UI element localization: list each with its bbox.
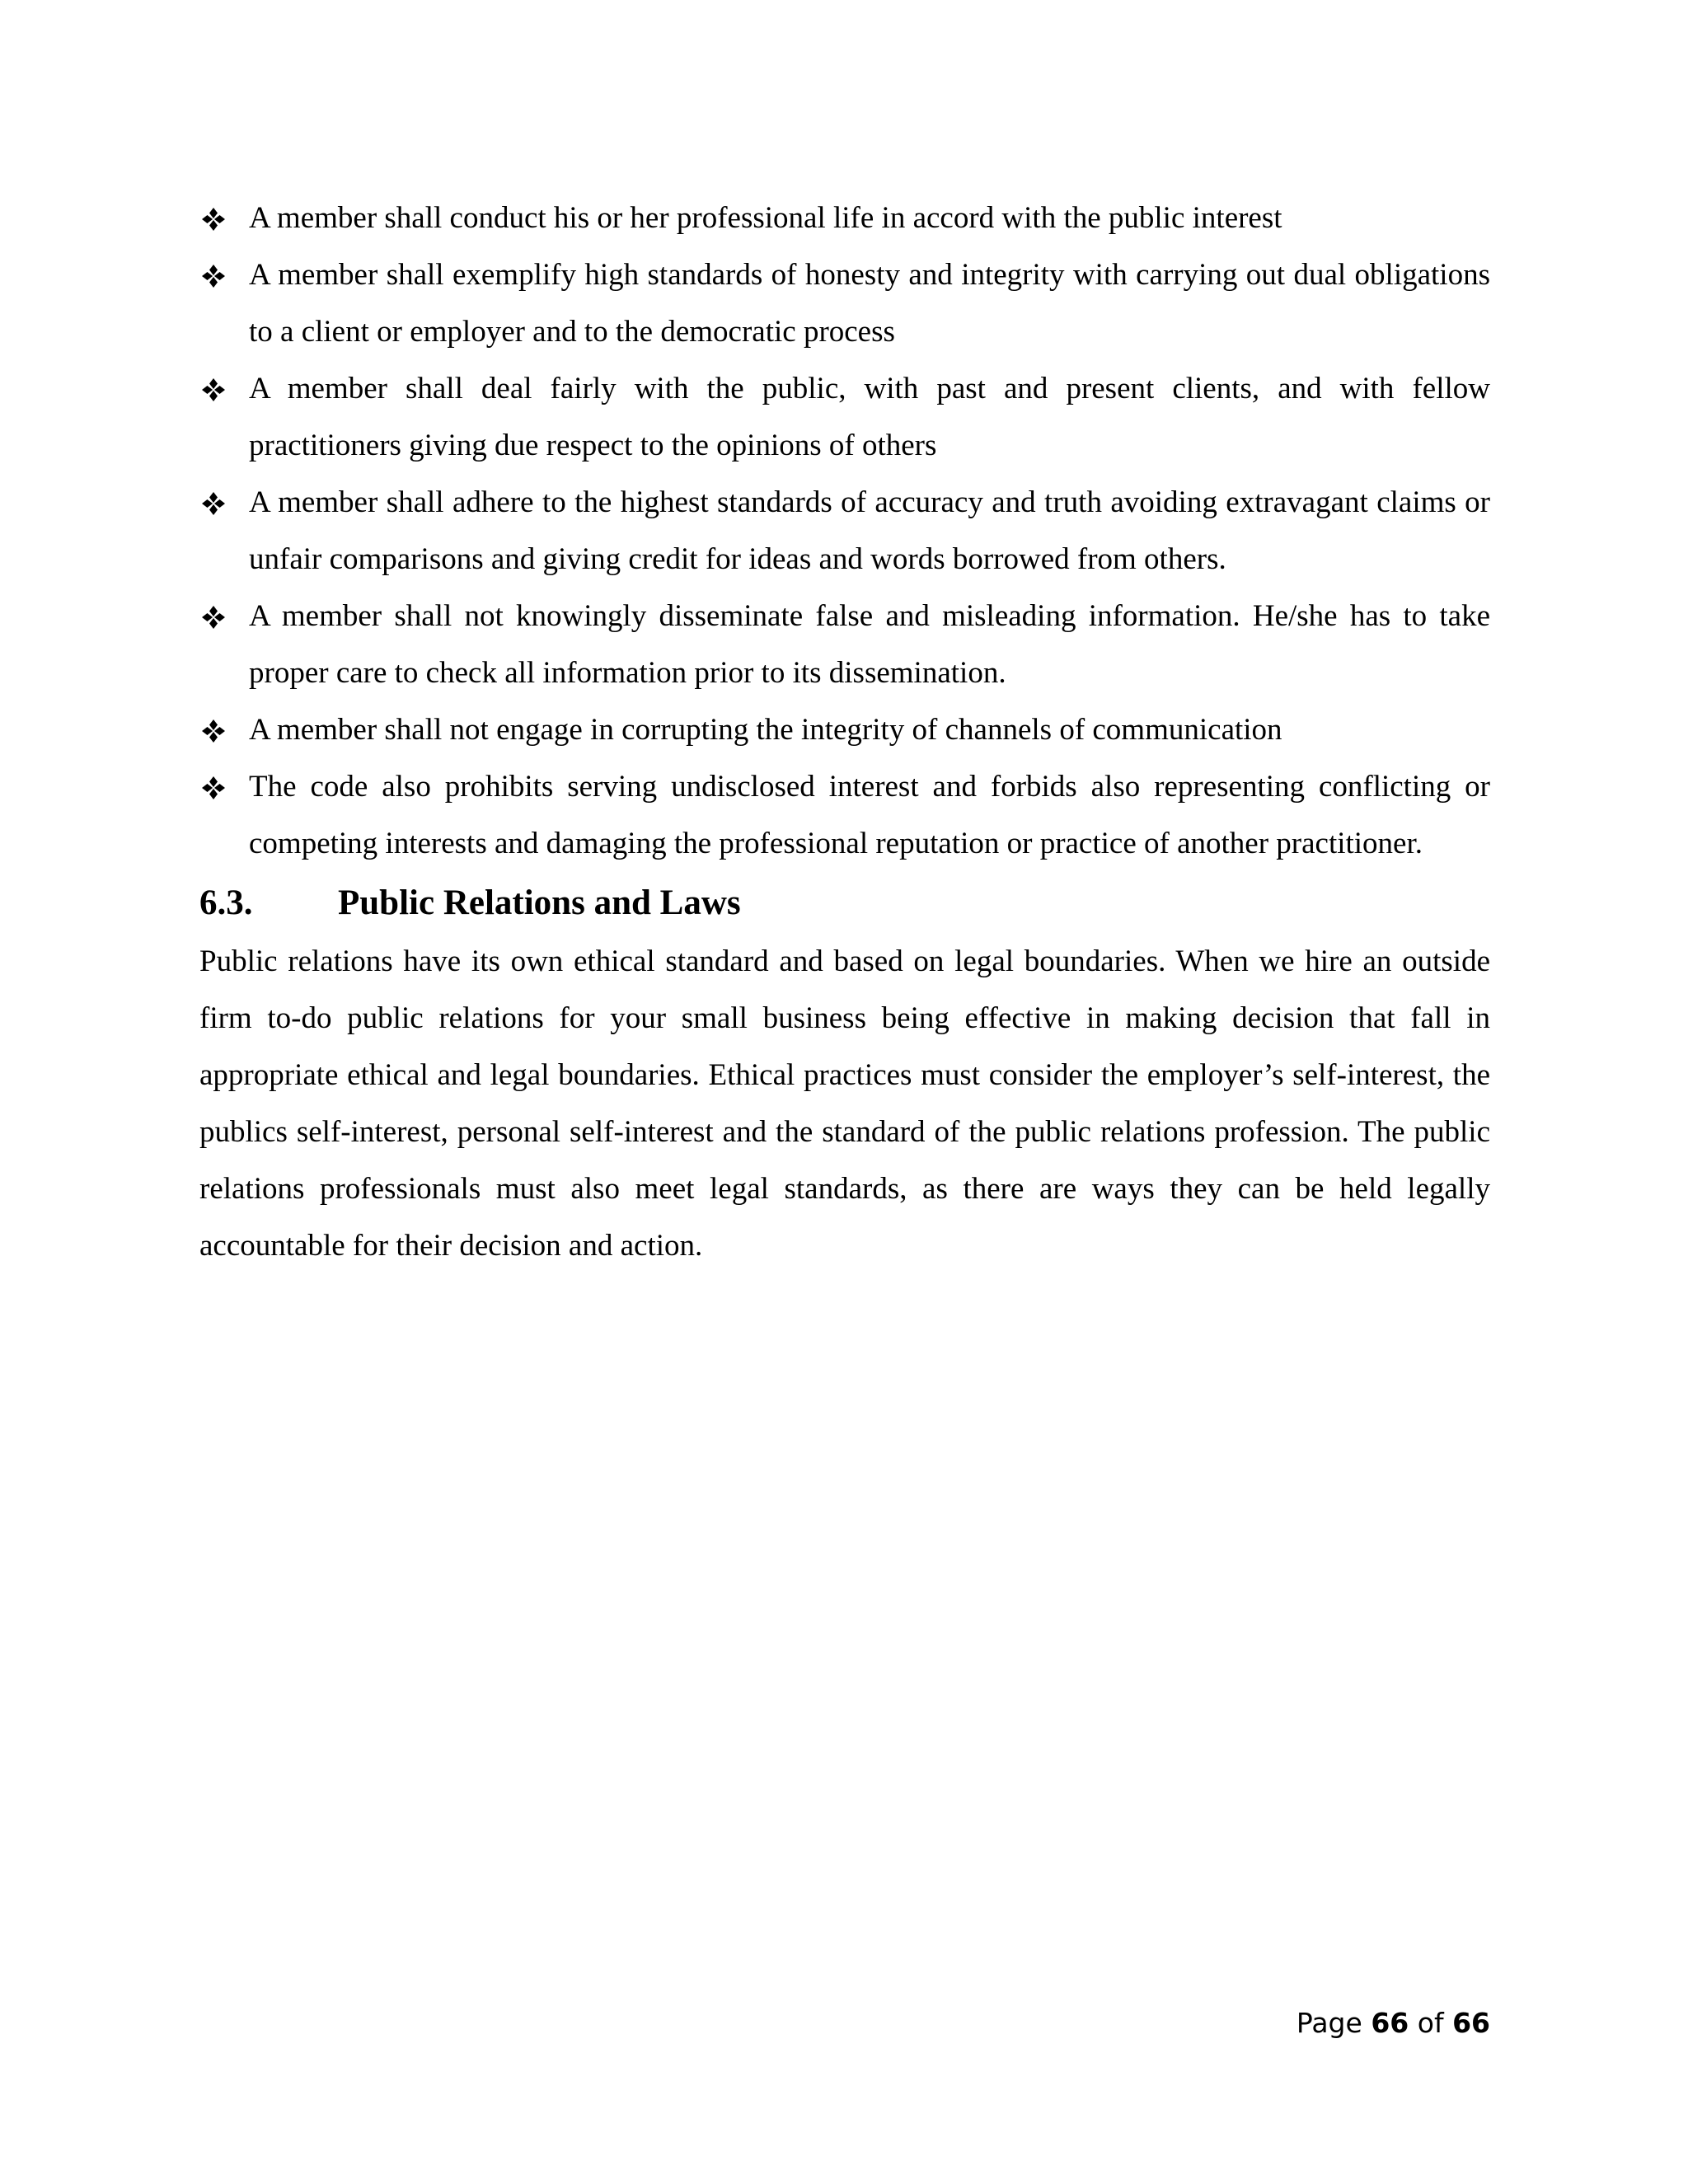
four-diamond-bullet-icon [201, 377, 226, 402]
footer-of-word: of [1417, 2007, 1444, 2039]
footer-page-word: Page [1296, 2007, 1362, 2039]
code-of-conduct-list [199, 190, 1490, 872]
list-item-text: The code also prohibits serving undisclosed interest and forbids also representing conflicting or competing interests and damaging the professional reputation or practice of another practitioner. [249, 770, 1490, 860]
list-item-text: A member shall not knowingly disseminate false and misleading information. He/she has to take proper care to check all information prior to its dissemination. [249, 599, 1490, 690]
list-item [199, 758, 1490, 872]
four-diamond-bullet-icon [201, 719, 226, 743]
body-paragraph: Public relations have its own ethical standard and based on legal boundaries. When we hire an outside firm to-do public relations for your small business being effective in making decision that fall in appropriate ethical and legal boundaries. Ethical practices must consider the employer’s self-interest, the publics self-interest, personal self-interest and the standard of the public relations profession. The public relations professionals must also meet legal standards, as there are ways they can be held legally accountable for their decision and action. [199, 944, 1490, 1263]
page-content [199, 190, 1490, 1274]
footer-current-page: 66 [1371, 2007, 1409, 2039]
list-item [199, 246, 1490, 360]
four-diamond-bullet-icon [201, 605, 226, 630]
section-title: Public Relations and Laws [338, 883, 741, 922]
list-item [199, 588, 1490, 701]
list-item [199, 474, 1490, 588]
list-item-text: A member shall not engage in corrupting the integrity of channels of communication [249, 713, 1282, 747]
four-diamond-bullet-icon [201, 264, 226, 288]
page-footer [1296, 2003, 1490, 2044]
four-diamond-bullet-icon [201, 207, 226, 232]
list-item [199, 360, 1490, 474]
list-item-text: A member shall exemplify high standards of honesty and integrity with carrying out dual obligations to a client or employer and to the democratic process [249, 258, 1490, 349]
list-item [199, 190, 1490, 246]
four-diamond-bullet-icon [201, 776, 226, 800]
section-number: 6.3. [199, 883, 253, 922]
list-item-text: A member shall adhere to the highest standards of accuracy and truth avoiding extravagant claims or unfair comparisons and giving credit for ideas and words borrowed from others. [249, 485, 1490, 576]
footer-total-pages: 66 [1452, 2007, 1490, 2039]
four-diamond-bullet-icon [201, 491, 226, 516]
section-heading [199, 879, 1490, 928]
list-item [199, 701, 1490, 758]
list-item-text: A member shall deal fairly with the public, with past and present clients, and with fellow practitioners giving due respect to the opinions of others [249, 372, 1490, 462]
list-item-text: A member shall conduct his or her professional life in accord with the public interest [249, 201, 1282, 235]
